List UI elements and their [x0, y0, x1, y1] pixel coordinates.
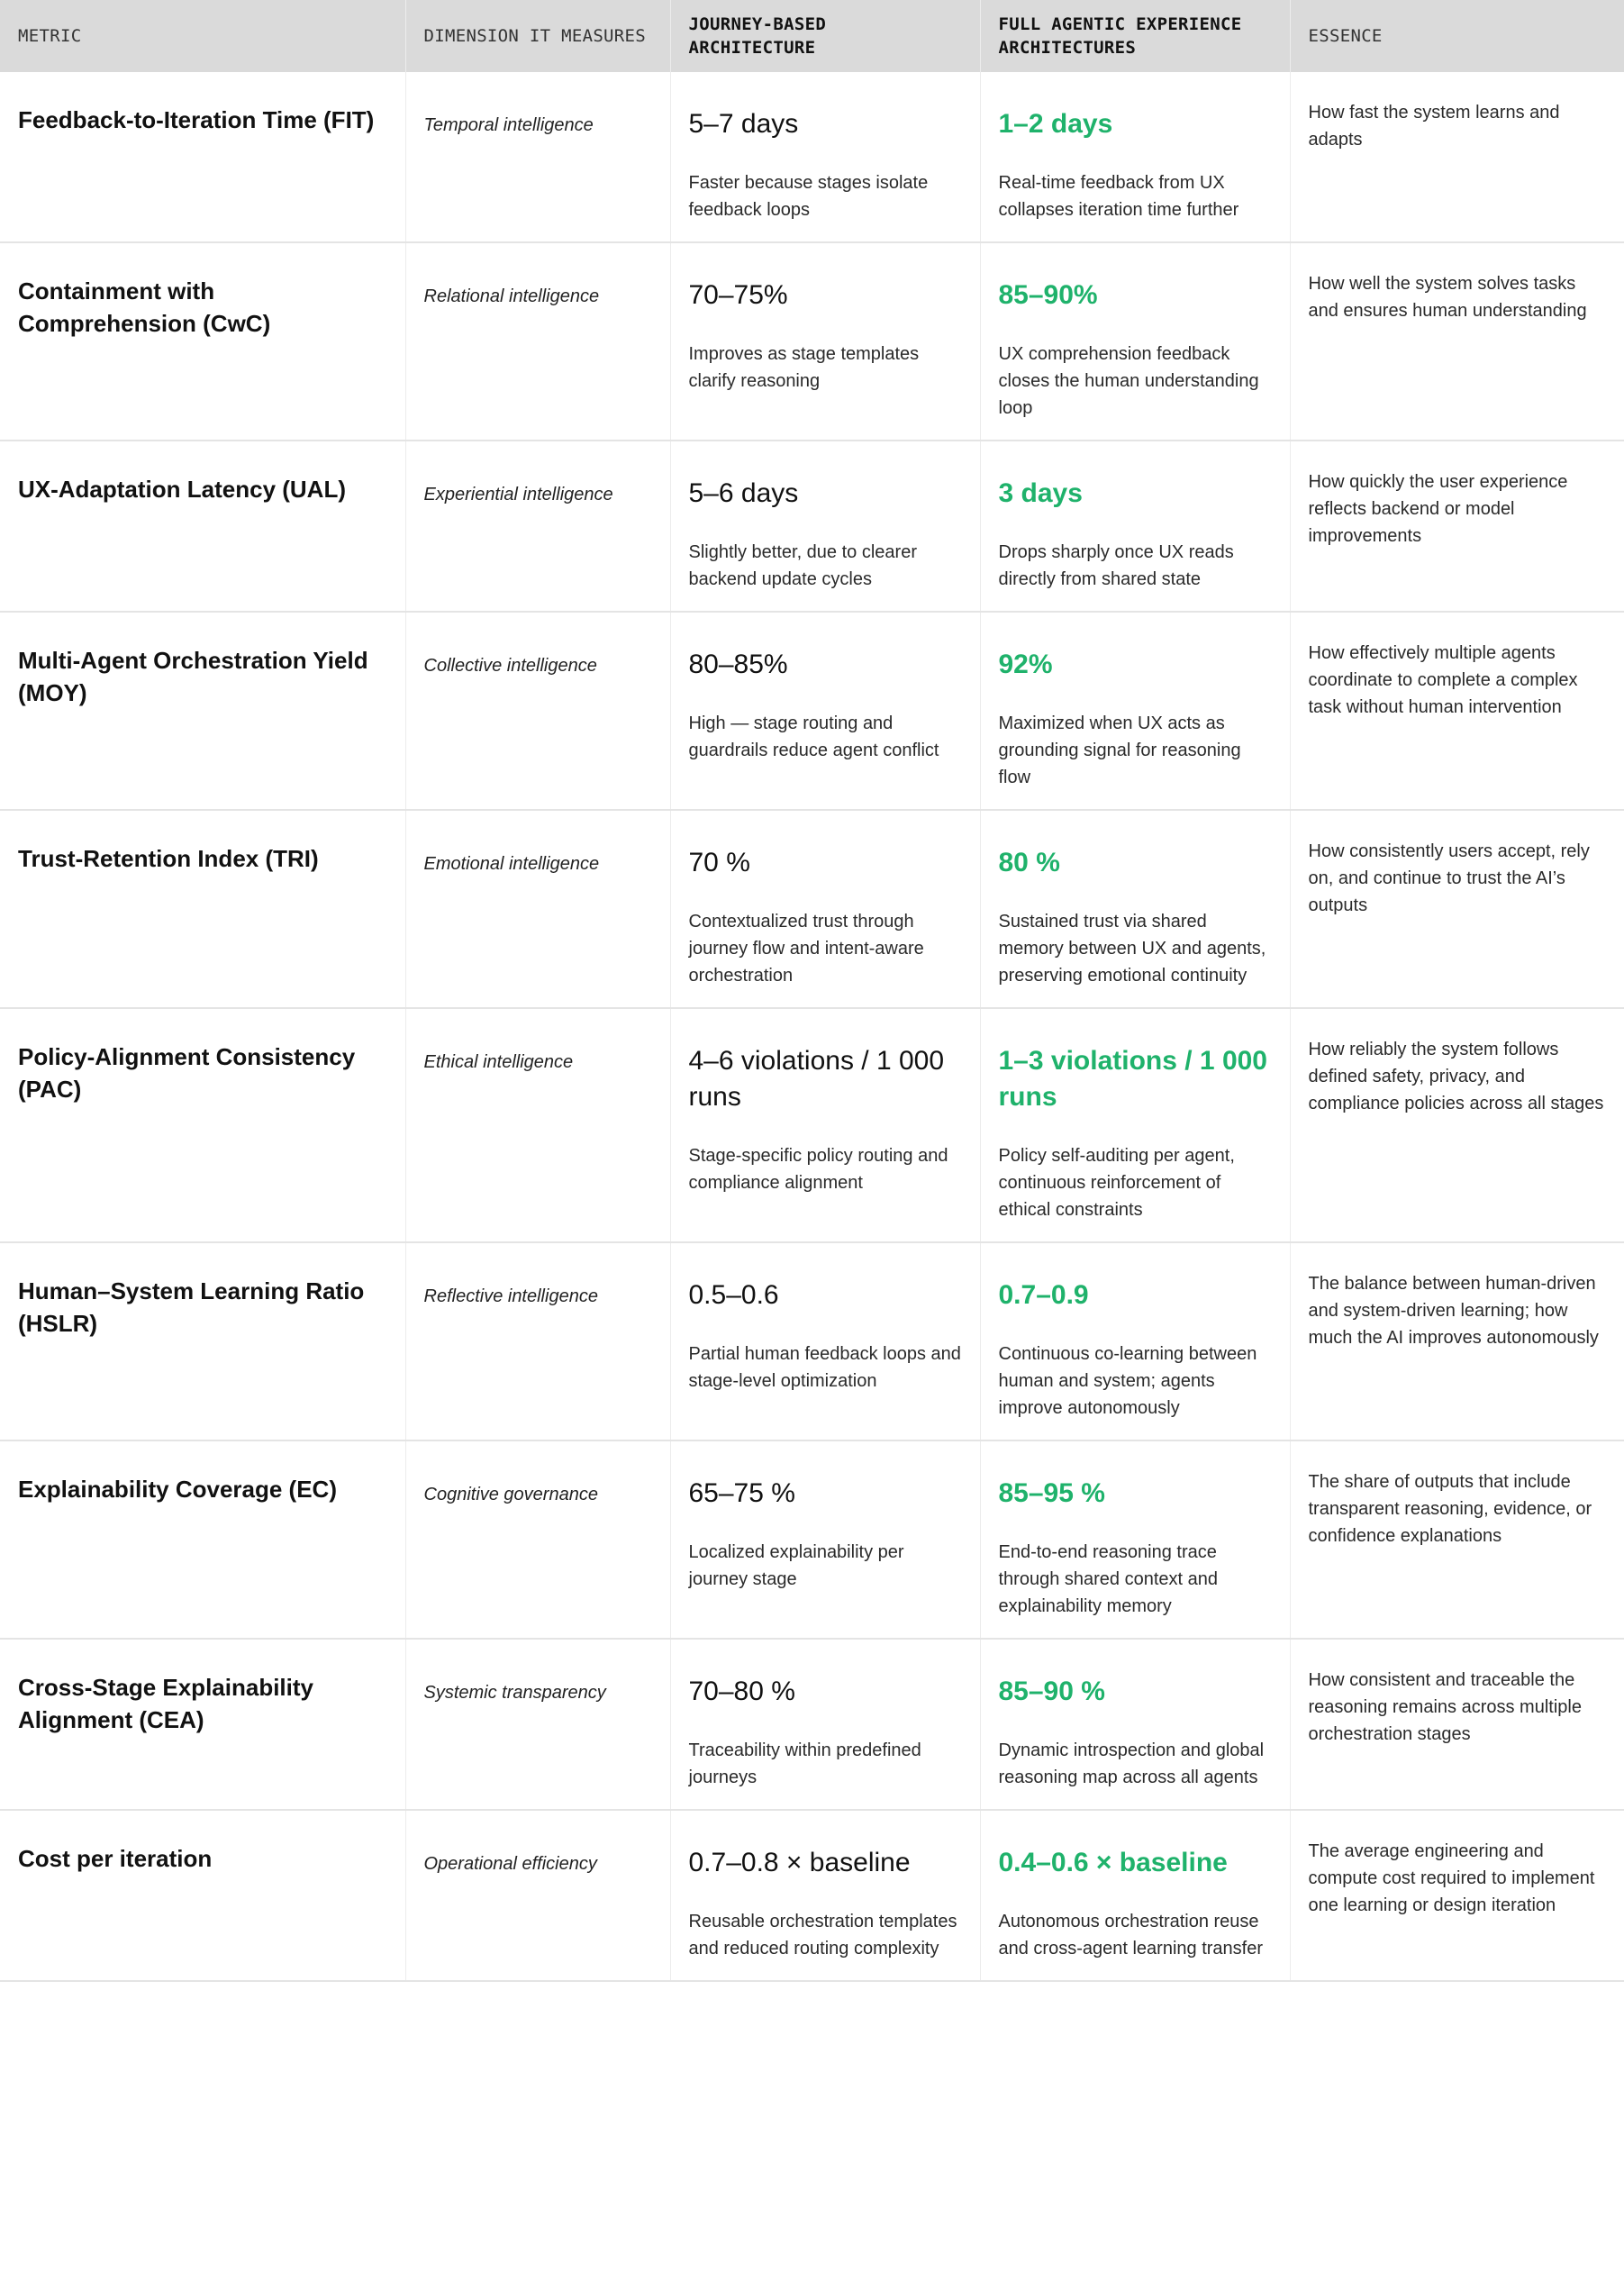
essence-cell — [1290, 72, 1624, 242]
metric-cell — [0, 1639, 405, 1810]
agentic-description: Drops sharply once UX reads directly from shared state — [998, 542, 1234, 589]
table-row — [0, 1008, 1624, 1242]
metric-name: Explainability Coverage (EC) — [18, 1476, 337, 1503]
journey-value: 80–85% — [688, 650, 788, 679]
table-row — [0, 810, 1624, 1008]
essence-text: The balance between human-driven and system-driven learning; how much the AI improves autonomously — [1308, 1274, 1599, 1348]
table-row — [0, 1440, 1624, 1639]
metric-name: Human–System Learning Ratio (HSLR) — [18, 1277, 365, 1337]
journey-description: Contextualized trust through journey flow and intent-aware orchestration — [688, 912, 924, 986]
metric-cell — [0, 1810, 405, 1981]
metric-cell — [0, 810, 405, 1008]
header-dimension: DIMENSION IT MEASURES — [405, 0, 670, 72]
journey-cell — [670, 72, 980, 242]
journey-cell — [670, 1242, 980, 1440]
essence-cell — [1290, 1440, 1624, 1639]
journey-description: Faster because stages isolate feedback loops — [688, 173, 929, 220]
dimension-label: Emotional intelligence — [423, 854, 600, 874]
metric-cell — [0, 242, 405, 441]
journey-cell — [670, 1440, 980, 1639]
essence-cell — [1290, 242, 1624, 441]
table-row — [0, 1639, 1624, 1810]
journey-value: 65–75 % — [688, 1478, 795, 1508]
metric-name: Containment with Comprehension (CwC) — [18, 277, 271, 337]
essence-text: How consistent and traceable the reasoning remains across multiple orchestration stages — [1308, 1670, 1582, 1744]
agentic-description: Continuous co-learning between human and system; agents improve autonomously — [998, 1344, 1257, 1418]
metric-name: Policy-Alignment Consistency (PAC) — [18, 1043, 356, 1103]
journey-description: Localized explainability per journey stage — [688, 1542, 904, 1589]
table-row — [0, 1810, 1624, 1981]
agentic-value: 0.7–0.9 — [998, 1280, 1089, 1310]
metric-cell — [0, 612, 405, 810]
journey-description: Traceability within predefined journeys — [688, 1740, 921, 1787]
dimension-cell — [405, 810, 670, 1008]
table-row — [0, 612, 1624, 810]
table-body — [0, 72, 1624, 1981]
agentic-description: Maximized when UX acts as grounding signal for reasoning flow — [998, 713, 1241, 787]
table-row — [0, 1242, 1624, 1440]
dimension-cell — [405, 72, 670, 242]
agentic-description: Autonomous orchestration reuse and cross-agent learning transfer — [998, 1912, 1263, 1958]
journey-cell — [670, 612, 980, 810]
agentic-cell — [980, 441, 1290, 612]
dimension-label: Collective intelligence — [423, 656, 597, 676]
agentic-description: UX comprehension feedback closes the human understanding loop — [998, 344, 1259, 418]
dimension-cell — [405, 1810, 670, 1981]
dimension-cell — [405, 1440, 670, 1639]
dimension-label: Systemic transparency — [423, 1683, 606, 1703]
essence-cell — [1290, 1810, 1624, 1981]
dimension-label: Reflective intelligence — [423, 1286, 598, 1306]
essence-cell — [1290, 441, 1624, 612]
journey-value: 5–7 days — [688, 109, 799, 139]
journey-cell — [670, 1008, 980, 1242]
agentic-value: 1–3 violations / 1 000 runs — [998, 1046, 1267, 1112]
journey-cell — [670, 810, 980, 1008]
metric-cell — [0, 441, 405, 612]
agentic-cell — [980, 1440, 1290, 1639]
dimension-label: Temporal intelligence — [423, 115, 594, 135]
agentic-value: 85–90% — [998, 280, 1098, 310]
agentic-description: Sustained trust via shared memory between UX and agents, preserving emotional continuity — [998, 912, 1266, 986]
journey-description: Stage-specific policy routing and compliance alignment — [688, 1146, 948, 1193]
agentic-cell — [980, 242, 1290, 441]
agentic-description: Real-time feedback from UX collapses iteration time further — [998, 173, 1239, 220]
dimension-label: Relational intelligence — [423, 286, 600, 306]
agentic-description: Dynamic introspection and global reasoning map across all agents — [998, 1740, 1265, 1787]
journey-description: Improves as stage templates clarify reasoning — [688, 344, 920, 391]
agentic-cell — [980, 1008, 1290, 1242]
metric-name: Trust-Retention Index (TRI) — [18, 845, 319, 872]
essence-text: How consistently users accept, rely on, and continue to trust the AI’s outputs — [1308, 841, 1590, 915]
journey-cell — [670, 1639, 980, 1810]
table-row — [0, 242, 1624, 441]
journey-value: 70 % — [688, 848, 750, 877]
metric-name: Feedback-to-Iteration Time (FIT) — [18, 106, 375, 133]
header-metric: METRIC — [0, 0, 405, 72]
agentic-value: 92% — [998, 650, 1053, 679]
header-essence: ESSENCE — [1290, 0, 1624, 72]
metric-name: Multi-Agent Orchestration Yield (MOY) — [18, 647, 368, 706]
table-row — [0, 441, 1624, 612]
journey-value: 70–75% — [688, 280, 788, 310]
agentic-cell — [980, 1810, 1290, 1981]
essence-cell — [1290, 810, 1624, 1008]
journey-value: 4–6 violations / 1 000 runs — [688, 1046, 945, 1112]
journey-description: Partial human feedback loops and stage-level optimization — [688, 1344, 961, 1391]
journey-cell — [670, 242, 980, 441]
journey-description: High — stage routing and guardrails reduce agent conflict — [688, 713, 939, 760]
agentic-value: 0.4–0.6 × baseline — [998, 1848, 1228, 1877]
agentic-value: 80 % — [998, 848, 1060, 877]
journey-value: 0.7–0.8 × baseline — [688, 1848, 911, 1877]
agentic-cell — [980, 1639, 1290, 1810]
agentic-description: End-to-end reasoning trace through shared context and explainability memory — [998, 1542, 1219, 1616]
agentic-value: 1–2 days — [998, 109, 1113, 139]
table-header — [0, 0, 1624, 72]
dimension-cell — [405, 1008, 670, 1242]
dimension-cell — [405, 1242, 670, 1440]
metric-cell — [0, 72, 405, 242]
journey-value: 5–6 days — [688, 478, 799, 508]
journey-value: 0.5–0.6 — [688, 1280, 779, 1310]
agentic-value: 85–90 % — [998, 1677, 1105, 1706]
agentic-description: Policy self-auditing per agent, continuous reinforcement of ethical constraints — [998, 1146, 1235, 1220]
journey-description: Slightly better, due to clearer backend update cycles — [688, 542, 917, 589]
dimension-cell — [405, 441, 670, 612]
agentic-value: 3 days — [998, 478, 1083, 508]
dimension-label: Cognitive governance — [423, 1485, 598, 1504]
dimension-cell — [405, 242, 670, 441]
dimension-cell — [405, 612, 670, 810]
agentic-cell — [980, 612, 1290, 810]
metric-name: UX-Adaptation Latency (UAL) — [18, 476, 346, 503]
essence-cell — [1290, 612, 1624, 810]
metric-name: Cross-Stage Explainability Alignment (CEA) — [18, 1674, 313, 1733]
dimension-label: Experiential intelligence — [423, 485, 613, 504]
metric-cell — [0, 1440, 405, 1639]
essence-text: How reliably the system follows defined safety, privacy, and compliance policies across all stages — [1308, 1040, 1604, 1113]
essence-text: How well the system solves tasks and ensures human understanding — [1308, 274, 1587, 321]
essence-cell — [1290, 1242, 1624, 1440]
journey-cell — [670, 441, 980, 612]
agentic-cell — [980, 1242, 1290, 1440]
essence-text: How fast the system learns and adapts — [1308, 103, 1560, 150]
dimension-label: Operational efficiency — [423, 1854, 597, 1874]
agentic-cell — [980, 810, 1290, 1008]
dimension-cell — [405, 1639, 670, 1810]
metric-name: Cost per iteration — [18, 1845, 213, 1872]
essence-text: The average engineering and compute cost required to implement one learning or design iteration — [1308, 1841, 1595, 1915]
essence-cell — [1290, 1008, 1624, 1242]
journey-value: 70–80 % — [688, 1677, 795, 1706]
metric-cell — [0, 1008, 405, 1242]
essence-text: The share of outputs that include transparent reasoning, evidence, or confidence explanations — [1308, 1472, 1592, 1546]
dimension-label: Ethical intelligence — [423, 1052, 574, 1072]
header-full-agentic: FULL AGENTIC EXPERIENCE ARCHITECTURES — [980, 0, 1290, 72]
metric-cell — [0, 1242, 405, 1440]
essence-text: How quickly the user experience reflects backend or model improvements — [1308, 472, 1568, 546]
agentic-value: 85–95 % — [998, 1478, 1105, 1508]
journey-cell — [670, 1810, 980, 1981]
header-journey-based: JOURNEY-BASED ARCHITECTURE — [670, 0, 980, 72]
essence-cell — [1290, 1639, 1624, 1810]
journey-description: Reusable orchestration templates and reduced routing complexity — [688, 1912, 957, 1958]
essence-text: How effectively multiple agents coordinate to complete a complex task without human intervention — [1308, 643, 1578, 717]
table-row — [0, 72, 1624, 242]
agentic-cell — [980, 72, 1290, 242]
